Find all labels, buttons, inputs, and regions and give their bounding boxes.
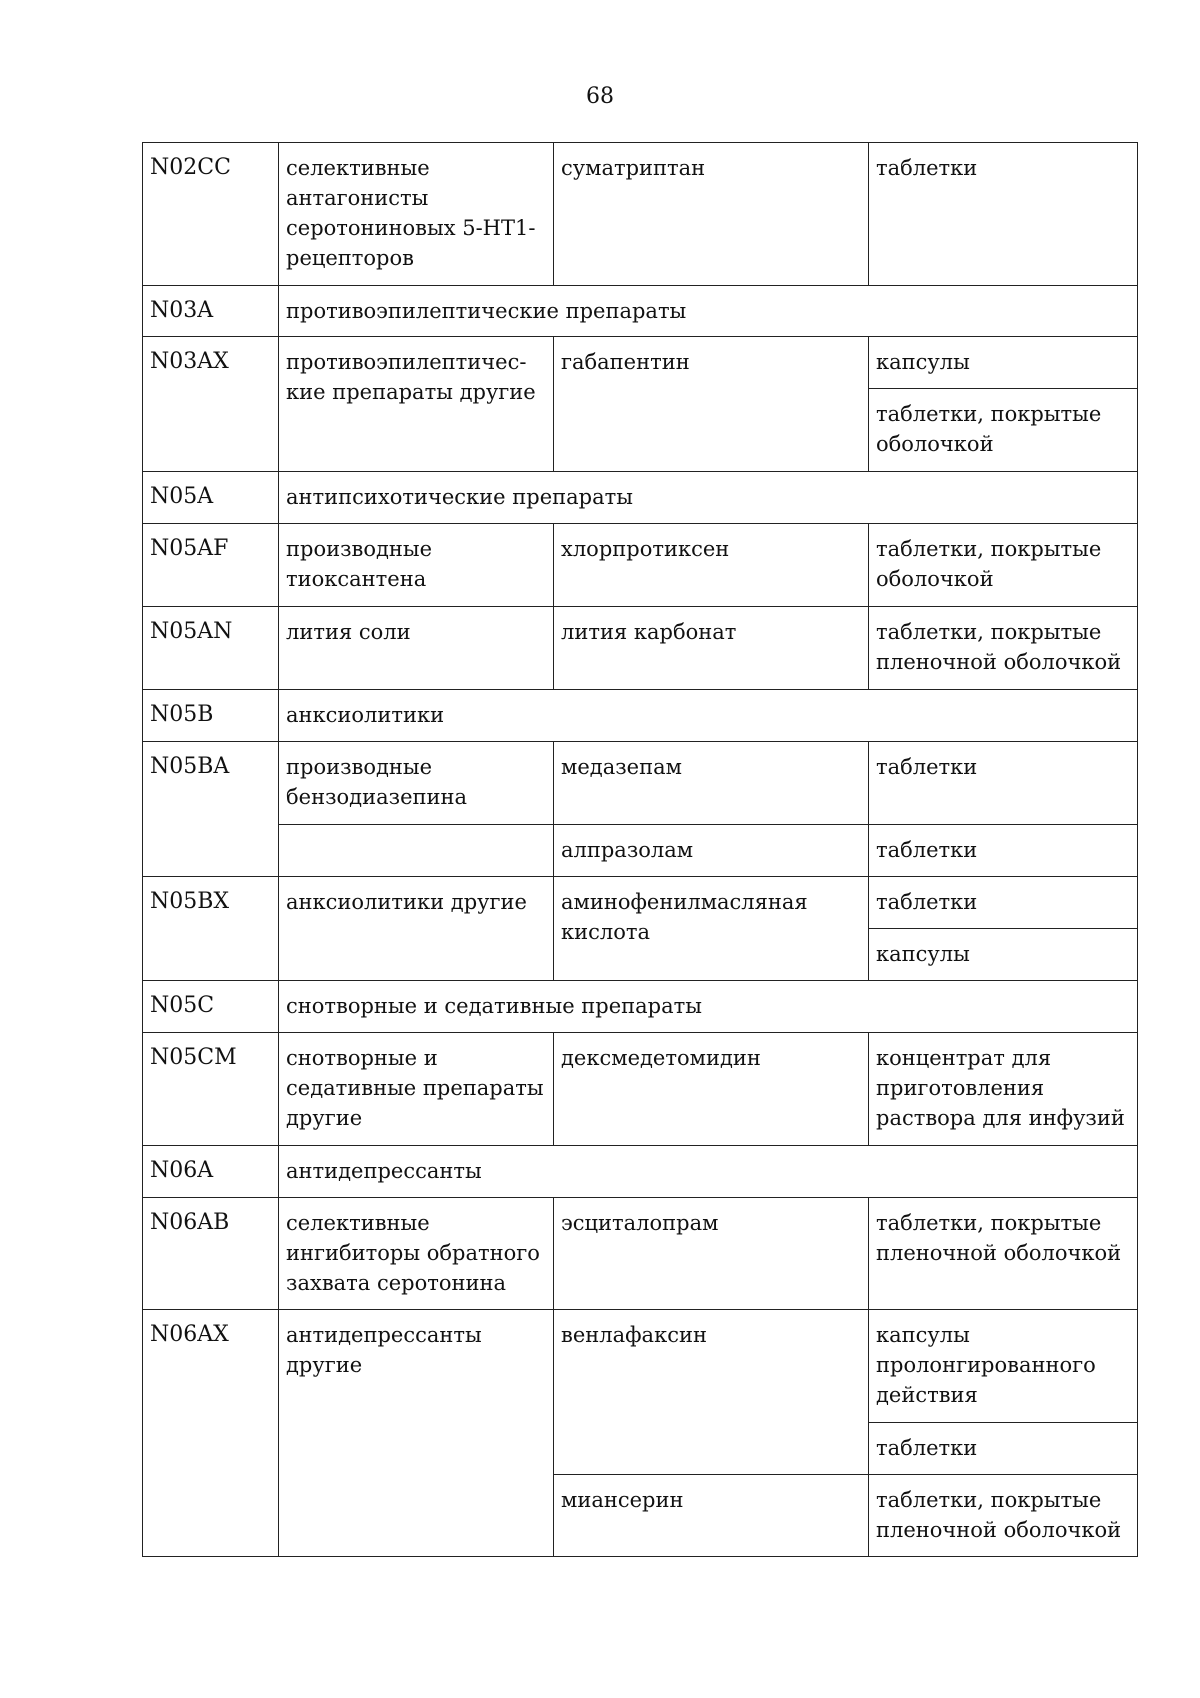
table-row (143, 877, 1138, 929)
dosage-form: таблетки, покрытые пленочной оболочкой (869, 607, 1138, 690)
atc-code: N05AN (143, 607, 279, 690)
table-row (143, 742, 1138, 825)
drug-name: лития карбонат (554, 607, 869, 690)
dosage-form: таблетки (869, 1423, 1138, 1475)
drug-name: медазепам (554, 742, 869, 825)
atc-code: N05BA (143, 742, 279, 877)
atc-code: N05A (143, 472, 279, 524)
group-name: анксиолитики (279, 690, 1138, 742)
group-name: антидепрессанты другие (279, 1310, 554, 1557)
group-name: антипсихотические препараты (279, 472, 1138, 524)
table-row (143, 1198, 1138, 1310)
drug-name: суматриптан (554, 143, 869, 286)
table-row (143, 981, 1138, 1033)
dosage-form: таблетки, покрытые оболочкой (869, 389, 1138, 472)
table-row (143, 143, 1138, 286)
group-name-empty (279, 825, 554, 877)
table-row (143, 690, 1138, 742)
dosage-form: капсулы (869, 929, 1138, 981)
dosage-form: капсулы пролонгированного действия (869, 1310, 1138, 1423)
group-name: лития соли (279, 607, 554, 690)
atc-code: N03AX (143, 337, 279, 472)
table-row (143, 337, 1138, 389)
drug-name: эсциталопрам (554, 1198, 869, 1310)
drug-name: дексмедетомидин (554, 1033, 869, 1146)
group-name: антидепрессанты (279, 1146, 1138, 1198)
group-name: селективные ингибиторы обратного захвата серотонина (279, 1198, 554, 1310)
table-row (143, 825, 1138, 877)
atc-code: N05BX (143, 877, 279, 981)
atc-code: N05B (143, 690, 279, 742)
drug-table (142, 142, 1138, 1557)
dosage-form: концентрат для приготовления раствора для инфузий (869, 1033, 1138, 1146)
group-name: противоэпилептические препараты (279, 286, 1138, 337)
dosage-form: таблетки, покрытые пленочной оболочкой (869, 1198, 1138, 1310)
atc-code: N06AB (143, 1198, 279, 1310)
group-name: селективные антагонисты серотониновых 5-HT1-рецепторов (279, 143, 554, 286)
table-row (143, 286, 1138, 337)
drug-name: аминофенилмасляная кислота (554, 877, 869, 981)
dosage-form: таблетки (869, 742, 1138, 825)
dosage-form: таблетки, покрытые пленочной оболочкой (869, 1475, 1138, 1557)
table-row (143, 607, 1138, 690)
page-number: 68 (586, 84, 614, 109)
atc-code: N06A (143, 1146, 279, 1198)
drug-name: алпразолам (554, 825, 869, 877)
group-name: анксиолитики другие (279, 877, 554, 981)
group-name: производные бензодиазепина (279, 742, 554, 825)
dosage-form: таблетки, покрытые оболочкой (869, 524, 1138, 607)
atc-code: N03A (143, 286, 279, 337)
drug-name: миансерин (554, 1475, 869, 1557)
group-name: противоэпилептичес-кие препараты другие (279, 337, 554, 472)
dosage-form: таблетки (869, 825, 1138, 877)
table-row (143, 1146, 1138, 1198)
dosage-form: капсулы (869, 337, 1138, 389)
atc-code: N06AX (143, 1310, 279, 1557)
drug-name: хлорпротиксен (554, 524, 869, 607)
group-name: производные тиоксантена (279, 524, 554, 607)
atc-code: N05C (143, 981, 279, 1033)
table-row (143, 1033, 1138, 1146)
group-name: снотворные и седативные препараты другие (279, 1033, 554, 1146)
table-row (143, 1310, 1138, 1423)
dosage-form: таблетки (869, 143, 1138, 286)
table-row (143, 472, 1138, 524)
table-row (143, 524, 1138, 607)
drug-name: венлафаксин (554, 1310, 869, 1475)
group-name: снотворные и седативные препараты (279, 981, 1138, 1033)
dosage-form: таблетки (869, 877, 1138, 929)
drug-name: габапентин (554, 337, 869, 472)
atc-code: N05CM (143, 1033, 279, 1146)
atc-code: N02CC (143, 143, 279, 286)
atc-code: N05AF (143, 524, 279, 607)
